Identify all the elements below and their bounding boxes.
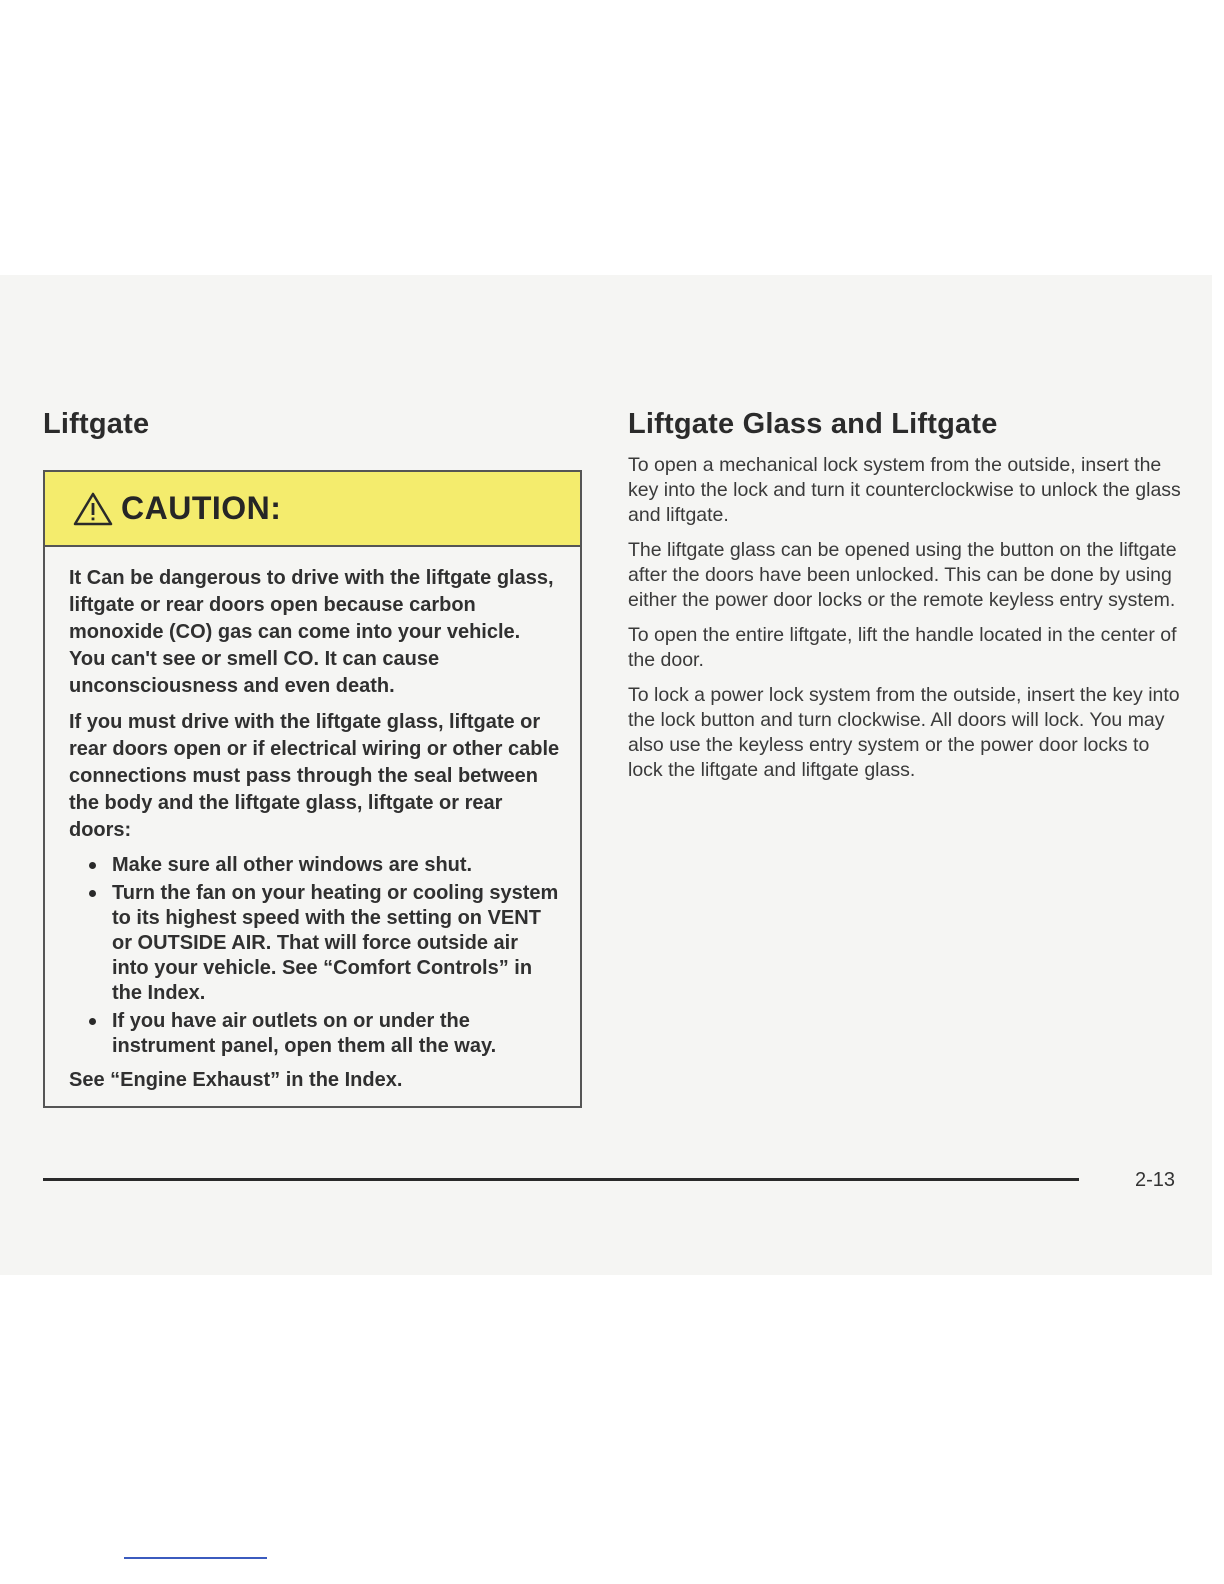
section-title-liftgate-glass: Liftgate Glass and Liftgate (628, 408, 998, 440)
right-column (628, 405, 1188, 793)
bullet-dot-icon (89, 1018, 96, 1025)
page-number: 2-13 (1135, 1169, 1176, 1191)
caution-body (45, 547, 580, 1094)
bullet-item (87, 1009, 560, 1059)
caution-paragraph-1: It Can be dangerous to drive with the liftgate glass, liftgate or rear doors open because carbon monoxide (CO) gas can come into your vehicle. You can't see or smell CO. It can cause unconsciousness and even death. (69, 567, 554, 697)
section-title-liftgate: Liftgate (43, 408, 150, 440)
warning-triangle-icon (73, 492, 113, 526)
left-column (43, 405, 588, 443)
caution-header (45, 472, 580, 547)
bullet-text: Turn the fan on your heating or cooling system to its highest speed with the setting on VENT or OUTSIDE AIR. That will force outside air into your vehicle. See “Comfort Controls” in the Index. (112, 882, 559, 1004)
bottom-link-underline[interactable] (124, 1557, 267, 1559)
bullet-text: Make sure all other windows are shut. (112, 854, 473, 876)
footer-rule (43, 1178, 1079, 1181)
caution-bullet-list (69, 853, 560, 1059)
bullet-dot-icon (89, 890, 96, 897)
caution-footer-reference: See “Engine Exhaust” in the Index. (69, 1069, 403, 1091)
manual-page (0, 275, 1212, 1275)
bullet-dot-icon (89, 862, 96, 869)
bullet-item (87, 881, 560, 1006)
body-paragraph: To open the entire liftgate, lift the handle located in the center of the door. (628, 624, 1177, 671)
bullet-item (87, 853, 560, 878)
caution-box (43, 470, 582, 1108)
body-paragraph: To lock a power lock system from the outside, insert the key into the lock button and turn clockwise. All doors will lock. You may also use the keyless entry system or the power door locks to lock the liftgate and liftgate glass. (628, 684, 1180, 781)
body-paragraph: To open a mechanical lock system from the outside, insert the key into the lock and turn it counterclockwise to unlock the glass and liftgate. (628, 454, 1181, 526)
caution-title: CAUTION: (121, 490, 282, 526)
body-paragraph: The liftgate glass can be opened using the button on the liftgate after the doors have been unlocked. This can be done by using either the power door locks or the remote keyless entry system. (628, 539, 1177, 611)
bullet-text: If you have air outlets on or under the instrument panel, open them all the way. (112, 1010, 497, 1057)
caution-paragraph-2: If you must drive with the liftgate glass, liftgate or rear doors open or if electrical wiring or other cable connections must pass through the seal between the body and the liftgate glass, liftgate or rear doors: (69, 711, 560, 841)
